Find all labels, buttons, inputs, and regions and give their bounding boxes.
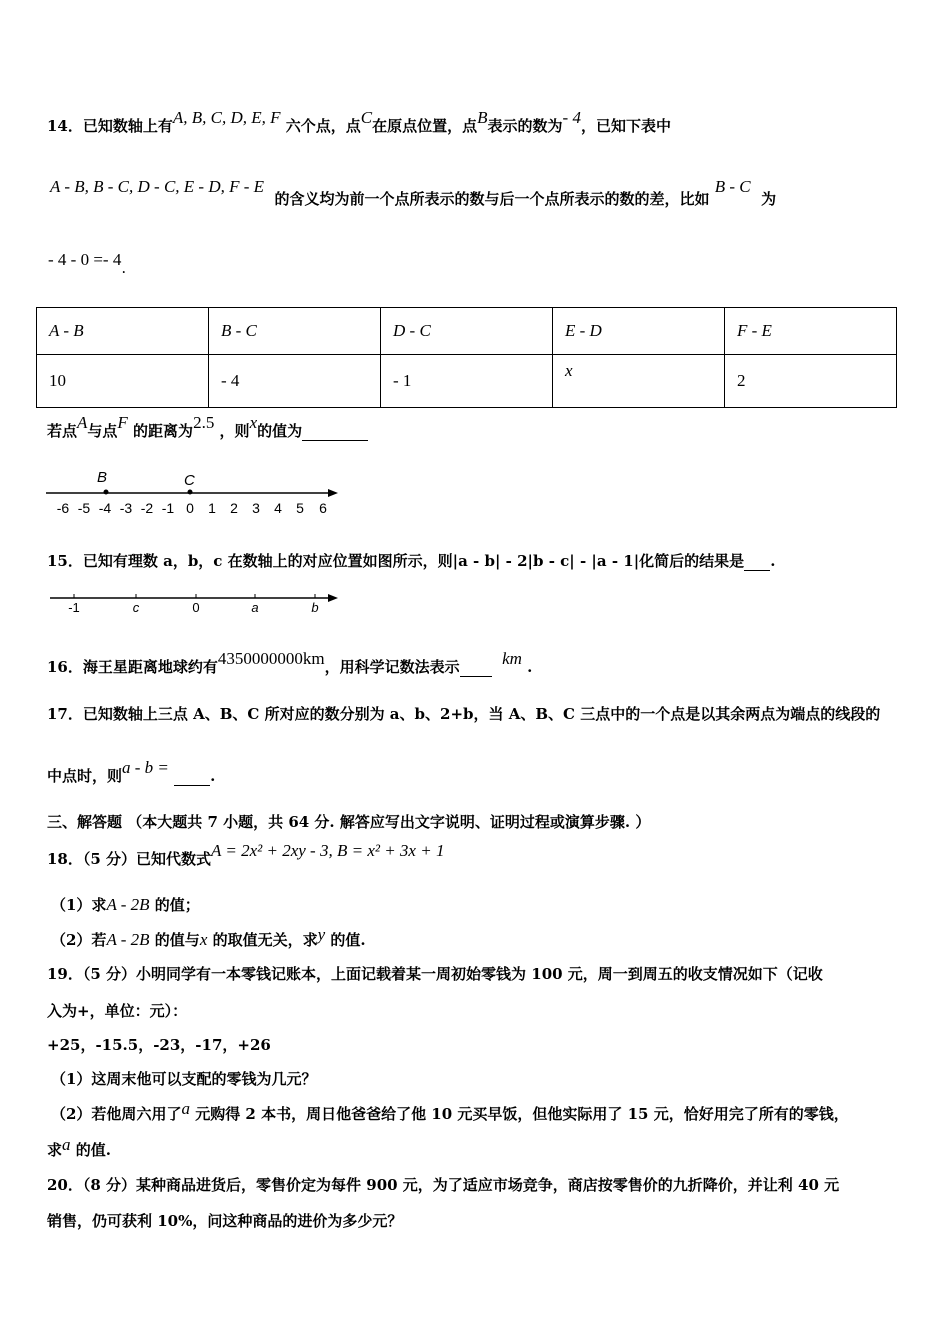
answer-blank[interactable] [302,422,368,441]
table-cell: E - D [553,308,725,355]
tick-label: b [311,600,319,615]
q14-difference-table [36,307,897,408]
tick-label: 4 [274,500,282,516]
answer-blank[interactable] [174,767,210,786]
q14-line-2: A - B, B - C, D - C, E - D, F - E 的含义均为前一个点所表示的数与后一个点所表示的数的差，比如 B - C 为 [50,177,777,208]
q14-number-line [40,465,350,525]
point-c-dot [188,490,193,495]
tick-label: -3 [119,500,133,516]
table-cell: x [553,355,725,408]
q19-sub-2-line-2: 求a 的值. [47,1135,111,1159]
table-cell: 10 [37,355,209,408]
tick-label: -4 [98,500,112,516]
q17-line-1: 17．已知数轴上三点 A、B、C 所对应的数分别为 a、b、2+b，当 A、B、C 三点中的一个点是以其余两点为端点的线段的 [47,705,881,723]
tick-label: 5 [296,500,304,516]
q18-sub-1: （1）求A - 2B 的值； [51,895,200,914]
table-cell: A - B [37,308,209,355]
q19-sub-1: （1）这周末他可以支配的零钱为几元？ [51,1070,317,1088]
q18-text: 18．（5 分）已知代数式A = 2x² + 2xy - 3, B = x² + 3x + 1 [47,841,445,868]
tick-label: 0 [192,600,200,615]
tick-label: -1 [161,500,175,516]
tick-label: -6 [56,500,70,516]
tick-label: -2 [140,500,154,516]
section-3-heading: 三、解答题 （本大题共 7 小题，共 64 分. 解答应写出文字说明、证明过程或演算步骤. ） [47,813,651,831]
table-cell: - 4 [209,355,381,408]
q19-sub-2: （2）若他周六用了a 元购得 2 本书，周日他爸爸给了他 10 元买早饭，但他实际用了 15 元，恰好用完了所有的零钱， [51,1099,849,1123]
q20-line-1: 20．（8 分）某种商品进货后，零售价定为每件 900 元，为了适应市场竞争，商店按零售价的九折降价，并让利 40 元 [47,1176,840,1194]
answer-blank[interactable] [744,552,770,571]
table-cell: B - C [209,308,381,355]
table-cell: F - E [725,308,897,355]
tick-label: 0 [186,500,194,516]
tick-label: 2 [230,500,238,516]
table-cell: 2 [725,355,897,408]
q19-line-2: 入为+，单位：元）： [47,1002,188,1020]
q14-points-math: A, B, C, D, E, F [172,108,281,127]
tick-label: -5 [77,500,91,516]
axis-arrow [328,489,338,497]
tick-label: 3 [252,500,260,516]
point-label-b: B [97,469,108,486]
q18-sub-2: （2）若A - 2B 的值与x 的取值无关，求y 的值. [51,925,366,949]
q14-line-3: - 4 - 0 =- 4. [48,250,127,277]
axis-arrow [328,594,338,602]
tick-label: 1 [208,500,216,516]
q14-line-1: 14．已知数轴上有A, B, C, D, E, F 六个点，点C在原点位置，点B表示的数为- 4，已知下表中 [47,108,671,135]
tick-label: a [251,600,259,615]
q19-line-3: +25，-15.5，-23，-17，+26 [47,1036,271,1054]
table-row [37,355,897,408]
table-row [37,308,897,355]
q14-line-4: 若点A与点F 的距离为2.5 ，则x的值为 [47,420,368,441]
q15-text: 15．已知有理数 a，b，c 在数轴上的对应位置如图所示，则|a - b| - 2|b - c| - |a - 1|化简后的结果是 . [47,552,776,570]
q17-line-2: 中点时，则a - b = . [47,758,216,785]
table-cell: - 1 [381,355,553,408]
table-cell: D - C [381,308,553,355]
tick-label: c [132,600,140,615]
tick-label: 6 [319,500,327,516]
q19-line-1: 19．（5 分）小明同学有一本零钱记账本，上面记载着某一周初始零钱为 100 元，周一到周五的收支情况如下（记收 [47,965,823,983]
q20-line-2: 销售，仍可获利 10%，问这种商品的进价为多少元？ [47,1212,403,1230]
answer-blank[interactable] [460,658,492,677]
q16-text: 16．海王星距离地球约有4350000000km，用科学记数法表示 km . [47,649,533,676]
tick-label: -1 [68,600,80,615]
point-b-dot [104,490,109,495]
point-label-c: C [184,472,195,489]
q15-number-line [46,588,346,618]
